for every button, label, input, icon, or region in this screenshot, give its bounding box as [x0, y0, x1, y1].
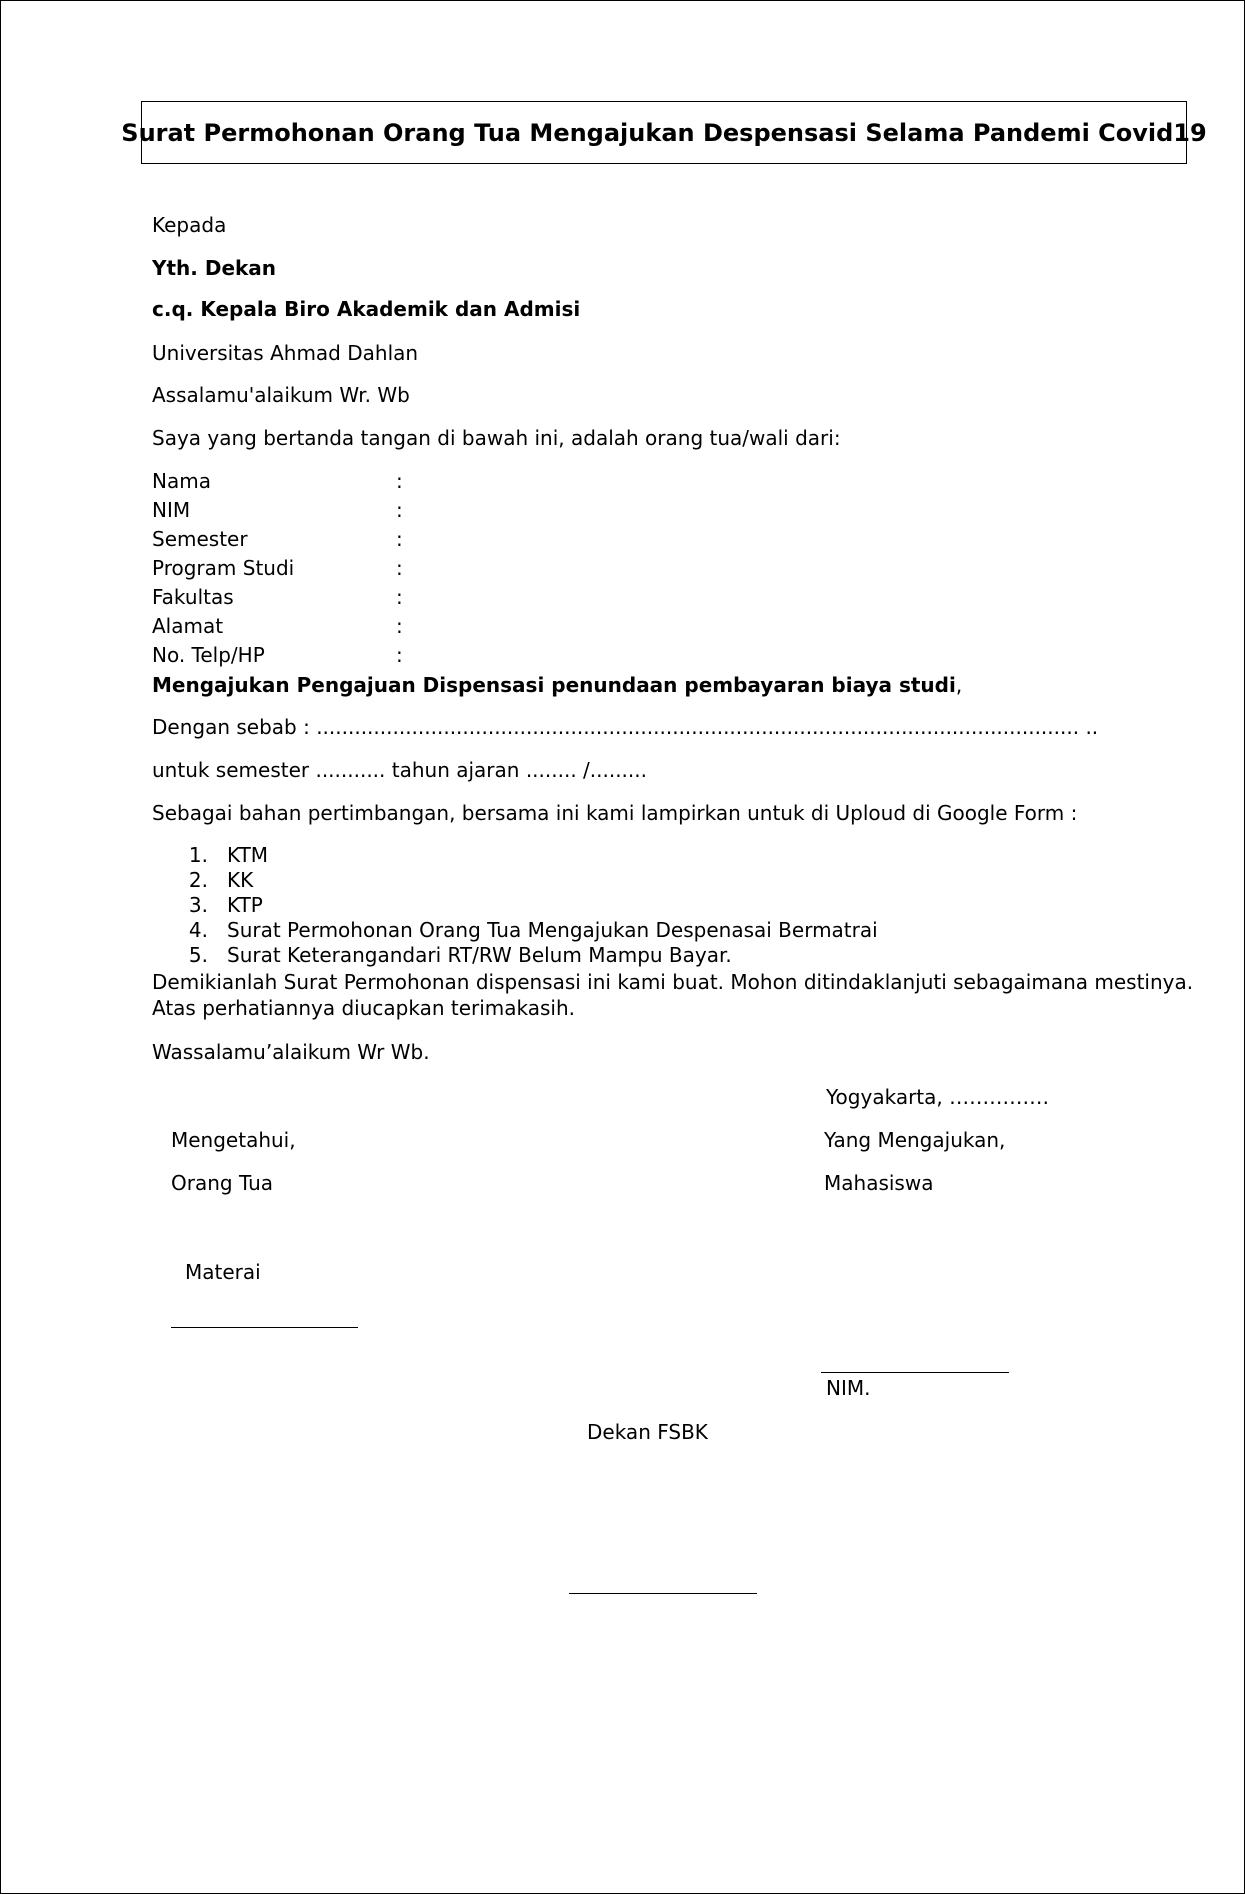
field-label-semester: Semester [152, 527, 248, 551]
field-label-telp: No. Telp/HP [152, 643, 265, 667]
field-label-nim: NIM [152, 498, 191, 522]
field-colon: : [396, 556, 403, 580]
list-item: KTP [227, 893, 263, 917]
field-colon: : [396, 585, 403, 609]
field-label-program-studi: Program Studi [152, 556, 295, 580]
recipient-university: Universitas Ahmad Dahlan [152, 341, 419, 365]
dean-label: Dekan FSBK [587, 1420, 708, 1444]
list-item: Surat Permohonan Orang Tua Mengajukan Despenasai Bermatrai [227, 918, 878, 942]
list-number: 1. [188, 843, 208, 867]
closing-salam: Wassalamu’alaikum Wr Wb. [152, 1040, 430, 1064]
list-number: 3. [188, 893, 208, 917]
field-colon: : [396, 614, 403, 638]
document-title: Surat Permohonan Orang Tua Mengajukan Despensasi Selama Pandemi Covid19 [121, 118, 1207, 147]
list-item: KTM [227, 843, 269, 867]
reason-line: Dengan sebab : ........................................................................................................................ .. [152, 715, 1099, 739]
request-tail: , [955, 673, 963, 697]
greeting: Assalamu'alaikum Wr. Wb [152, 383, 410, 407]
field-label-alamat: Alamat [152, 614, 224, 638]
intro-text: Saya yang bertanda tangan di bawah ini, adalah orang tua/wali dari: [152, 426, 841, 450]
list-number: 2. [188, 868, 208, 892]
request-line [152, 673, 962, 697]
field-colon: : [396, 498, 403, 522]
attachments-intro: Sebagai bahan pertimbangan, bersama ini kami lampirkan untuk di Uploud di Google Form : [152, 801, 1078, 825]
parent-signature-line [171, 1327, 358, 1328]
list-item: Surat Keterangandari RT/RW Belum Mampu Bayar. [227, 943, 732, 967]
left-signer-role: Orang Tua [171, 1171, 274, 1195]
field-label-nama: Nama [152, 469, 211, 493]
recipient-cq: c.q. Kepala Biro Akademik dan Admisi [152, 297, 581, 321]
closing-line-1: Demikianlah Surat Permohonan dispensasi ini kami buat. Mohon ditindaklanjuti sebagaimana mestinya. [152, 970, 1194, 994]
semester-line: untuk semester ........... tahun ajaran ........ /......... [152, 758, 647, 782]
field-label-fakultas: Fakultas [152, 585, 234, 609]
list-number: 5. [188, 943, 208, 967]
field-colon: : [396, 527, 403, 551]
closing-line-2: Atas perhatiannya diucapkan terimakasih. [152, 996, 576, 1020]
place-date: Yogyakarta, …………… [826, 1085, 1050, 1109]
request-bold: Mengajukan Pengajuan Dispensasi penundaan pembayaran biaya studi [152, 673, 956, 697]
dean-signature-line [569, 1593, 757, 1594]
field-colon: : [396, 469, 403, 493]
list-number: 4. [188, 918, 208, 942]
nim-label: NIM. [826, 1376, 871, 1400]
recipient-kepada: Kepada [152, 213, 227, 237]
right-signer-role: Mahasiswa [824, 1171, 934, 1195]
list-item: KK [227, 868, 254, 892]
right-signer-label: Yang Mengajukan, [824, 1128, 1006, 1152]
left-signer-label: Mengetahui, [171, 1128, 296, 1152]
student-signature-line [821, 1372, 1009, 1373]
field-colon: : [396, 643, 403, 667]
materai-label: Materai [185, 1260, 261, 1284]
recipient-dekan: Yth. Dekan [152, 256, 277, 280]
title-box [121, 101, 1207, 164]
